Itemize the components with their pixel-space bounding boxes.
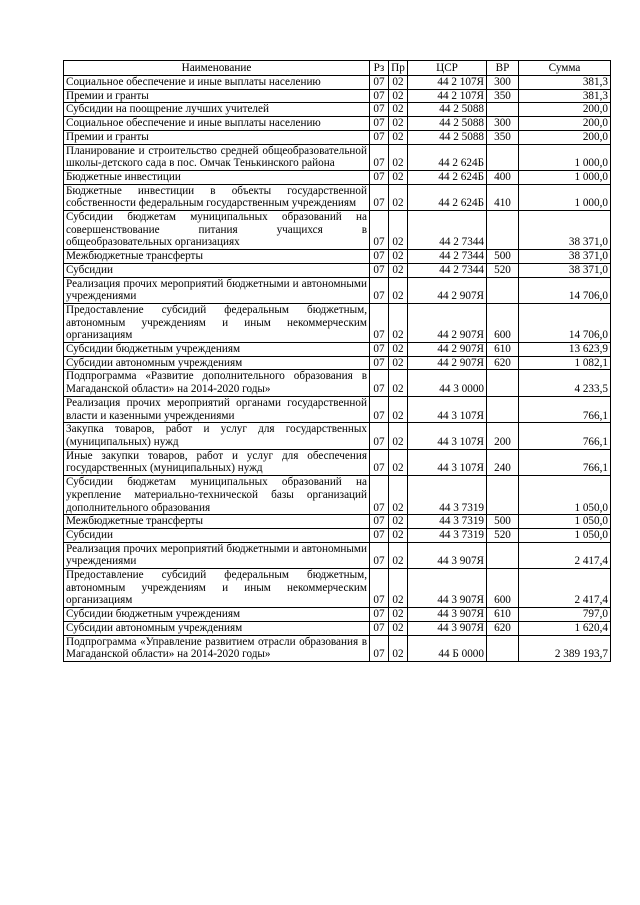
- cell-csr: 44 2 624Б: [408, 184, 487, 210]
- cell-name: Субсидии автономным учреждениям: [64, 356, 370, 370]
- cell-rz: 07: [370, 621, 389, 635]
- table-row: [64, 184, 611, 210]
- cell-sum: 14 706,0: [519, 303, 611, 342]
- table-row: [64, 263, 611, 277]
- cell-csr: 44 2 7344: [408, 250, 487, 264]
- table-row: [64, 542, 611, 568]
- cell-csr: 44 3 107Я: [408, 396, 487, 422]
- cell-rz: 07: [370, 250, 389, 264]
- cell-name: Субсидии бюджетным учреждениям: [64, 343, 370, 357]
- table-row: [64, 277, 611, 303]
- cell-rz: 07: [370, 608, 389, 622]
- cell-vr: 520: [487, 263, 519, 277]
- cell-vr: [487, 144, 519, 170]
- cell-vr: [487, 476, 519, 515]
- cell-sum: 766,1: [519, 449, 611, 475]
- cell-pr: 02: [389, 89, 408, 103]
- cell-name: Субсидии бюджетам муниципальных образований на укрепление материально-технической базы организаций дополнительного образования: [64, 476, 370, 515]
- cell-name: Бюджетные инвестиции в объекты государственной собственности федеральным государственным учреждениям: [64, 184, 370, 210]
- cell-name: Премии и гранты: [64, 89, 370, 103]
- cell-rz: 07: [370, 423, 389, 449]
- cell-sum: 797,0: [519, 608, 611, 622]
- cell-csr: 44 3 907Я: [408, 621, 487, 635]
- cell-csr: 44 3 907Я: [408, 608, 487, 622]
- cell-name: Подпрограмма «Управление развитием отрасли образования в Магаданской области» на 2014-2020 годы»: [64, 635, 370, 661]
- cell-name: Закупка товаров, работ и услуг для государственных (муниципальных) нужд: [64, 423, 370, 449]
- cell-rz: 07: [370, 303, 389, 342]
- header-csr: ЦСР: [408, 61, 487, 76]
- cell-pr: 02: [389, 263, 408, 277]
- cell-rz: 07: [370, 130, 389, 144]
- cell-csr: 44 2 624Б: [408, 170, 487, 184]
- cell-sum: 2 389 193,7: [519, 635, 611, 661]
- table-row: [64, 608, 611, 622]
- cell-csr: 44 3 107Я: [408, 449, 487, 475]
- header-vr: ВР: [487, 61, 519, 76]
- cell-rz: 07: [370, 449, 389, 475]
- cell-pr: 02: [389, 542, 408, 568]
- table-row: [64, 76, 611, 90]
- cell-pr: 02: [389, 476, 408, 515]
- cell-rz: 07: [370, 528, 389, 542]
- cell-name: Субсидии: [64, 528, 370, 542]
- cell-name: Межбюджетные трансферты: [64, 250, 370, 264]
- cell-csr: 44 2 7344: [408, 263, 487, 277]
- cell-rz: 07: [370, 117, 389, 131]
- cell-rz: 07: [370, 356, 389, 370]
- cell-name: Предоставление субсидий федеральным бюджетным, автономным учреждениям и иным некоммерческим организациям: [64, 569, 370, 608]
- table-row: [64, 515, 611, 529]
- cell-sum: 2 417,4: [519, 542, 611, 568]
- cell-vr: 350: [487, 89, 519, 103]
- cell-name: Социальное обеспечение и иные выплаты населению: [64, 76, 370, 90]
- cell-sum: 200,0: [519, 103, 611, 117]
- cell-vr: 350: [487, 130, 519, 144]
- cell-pr: 02: [389, 250, 408, 264]
- cell-sum: 38 371,0: [519, 250, 611, 264]
- table-row: [64, 250, 611, 264]
- cell-rz: 07: [370, 170, 389, 184]
- cell-name: Планирование и строительство средней общеобразовательной школы-детского сада в пос. Омчак Тенькинского района: [64, 144, 370, 170]
- cell-vr: 300: [487, 76, 519, 90]
- cell-name: Реализация прочих мероприятий органами государственной власти и казенными учреждениями: [64, 396, 370, 422]
- cell-pr: 02: [389, 515, 408, 529]
- cell-vr: [487, 277, 519, 303]
- cell-rz: 07: [370, 542, 389, 568]
- cell-sum: 1 082,1: [519, 356, 611, 370]
- cell-csr: 44 2 5088: [408, 117, 487, 131]
- header-sum: Сумма: [519, 61, 611, 76]
- table-row: [64, 103, 611, 117]
- cell-pr: 02: [389, 103, 408, 117]
- cell-pr: 02: [389, 396, 408, 422]
- cell-vr: 600: [487, 569, 519, 608]
- table-row: [64, 170, 611, 184]
- cell-pr: 02: [389, 184, 408, 210]
- cell-csr: 44 2 107Я: [408, 76, 487, 90]
- cell-pr: 02: [389, 144, 408, 170]
- table-row: [64, 130, 611, 144]
- table-row: [64, 635, 611, 661]
- cell-sum: 1 000,0: [519, 184, 611, 210]
- cell-rz: 07: [370, 263, 389, 277]
- cell-csr: 44 3 907Я: [408, 542, 487, 568]
- cell-pr: 02: [389, 635, 408, 661]
- cell-vr: 200: [487, 423, 519, 449]
- table-row: [64, 396, 611, 422]
- cell-vr: 620: [487, 621, 519, 635]
- cell-name: Межбюджетные трансферты: [64, 515, 370, 529]
- cell-vr: 520: [487, 528, 519, 542]
- cell-name: Субсидии автономным учреждениям: [64, 621, 370, 635]
- header-pr: Пр: [389, 61, 408, 76]
- cell-sum: 38 371,0: [519, 263, 611, 277]
- cell-name: Социальное обеспечение и иные выплаты населению: [64, 117, 370, 131]
- table-row: [64, 343, 611, 357]
- cell-name: Предоставление субсидий федеральным бюджетным, автономным учреждениям и иным некоммерческим организациям: [64, 303, 370, 342]
- cell-csr: 44 2 907Я: [408, 277, 487, 303]
- cell-vr: [487, 211, 519, 250]
- table-row: [64, 569, 611, 608]
- cell-pr: 02: [389, 449, 408, 475]
- cell-sum: 381,3: [519, 89, 611, 103]
- table-row: [64, 144, 611, 170]
- cell-vr: [487, 542, 519, 568]
- cell-csr: 44 3 7319: [408, 528, 487, 542]
- cell-vr: 610: [487, 343, 519, 357]
- cell-pr: 02: [389, 130, 408, 144]
- cell-sum: 200,0: [519, 117, 611, 131]
- cell-csr: 44 2 907Я: [408, 356, 487, 370]
- table-row: [64, 117, 611, 131]
- cell-pr: 02: [389, 608, 408, 622]
- cell-vr: [487, 103, 519, 117]
- cell-name: Реализация прочих мероприятий бюджетными и автономными учреждениями: [64, 277, 370, 303]
- cell-sum: 1 000,0: [519, 144, 611, 170]
- cell-name: Иные закупки товаров, работ и услуг для обеспечения государственных (муниципальных) нужд: [64, 449, 370, 475]
- cell-pr: 02: [389, 170, 408, 184]
- cell-pr: 02: [389, 621, 408, 635]
- cell-sum: 38 371,0: [519, 211, 611, 250]
- cell-rz: 07: [370, 211, 389, 250]
- cell-sum: 200,0: [519, 130, 611, 144]
- cell-sum: 1 050,0: [519, 515, 611, 529]
- cell-sum: 381,3: [519, 76, 611, 90]
- cell-rz: 07: [370, 184, 389, 210]
- cell-pr: 02: [389, 211, 408, 250]
- cell-csr: 44 Б 0000: [408, 635, 487, 661]
- cell-name: Премии и гранты: [64, 130, 370, 144]
- cell-name: Подпрограмма «Развитие дополнительного образования в Магаданской области» на 2014-2020 годы»: [64, 370, 370, 396]
- cell-vr: [487, 370, 519, 396]
- cell-rz: 07: [370, 370, 389, 396]
- cell-vr: 500: [487, 515, 519, 529]
- cell-csr: 44 3 7319: [408, 515, 487, 529]
- cell-sum: 766,1: [519, 423, 611, 449]
- cell-vr: 400: [487, 170, 519, 184]
- cell-rz: 07: [370, 396, 389, 422]
- table-row: [64, 621, 611, 635]
- table-row: [64, 356, 611, 370]
- table-row: [64, 89, 611, 103]
- cell-name: Реализация прочих мероприятий бюджетными и автономными учреждениями: [64, 542, 370, 568]
- cell-sum: 1 620,4: [519, 621, 611, 635]
- cell-csr: 44 3 0000: [408, 370, 487, 396]
- cell-csr: 44 2 107Я: [408, 89, 487, 103]
- cell-rz: 07: [370, 476, 389, 515]
- cell-rz: 07: [370, 343, 389, 357]
- cell-csr: 44 2 7344: [408, 211, 487, 250]
- table-row: [64, 303, 611, 342]
- table-row: [64, 370, 611, 396]
- cell-name: Субсидии: [64, 263, 370, 277]
- cell-csr: 44 2 5088: [408, 130, 487, 144]
- cell-sum: 766,1: [519, 396, 611, 422]
- cell-rz: 07: [370, 103, 389, 117]
- cell-pr: 02: [389, 569, 408, 608]
- cell-pr: 02: [389, 343, 408, 357]
- cell-csr: 44 2 624Б: [408, 144, 487, 170]
- cell-sum: 4 233,5: [519, 370, 611, 396]
- cell-vr: 610: [487, 608, 519, 622]
- cell-sum: 1 050,0: [519, 476, 611, 515]
- cell-pr: 02: [389, 303, 408, 342]
- cell-csr: 44 3 107Я: [408, 423, 487, 449]
- cell-sum: 1 000,0: [519, 170, 611, 184]
- cell-vr: 600: [487, 303, 519, 342]
- cell-name: Субсидии на поощрение лучших учителей: [64, 103, 370, 117]
- cell-rz: 07: [370, 277, 389, 303]
- cell-pr: 02: [389, 277, 408, 303]
- cell-csr: 44 2 907Я: [408, 303, 487, 342]
- table-row: [64, 211, 611, 250]
- cell-rz: 07: [370, 515, 389, 529]
- cell-csr: 44 3 7319: [408, 476, 487, 515]
- cell-rz: 07: [370, 569, 389, 608]
- cell-rz: 07: [370, 635, 389, 661]
- cell-vr: 300: [487, 117, 519, 131]
- table-body: [64, 76, 611, 662]
- table-row: [64, 449, 611, 475]
- budget-table: [63, 60, 611, 662]
- table-header-row: [64, 61, 611, 76]
- cell-sum: 14 706,0: [519, 277, 611, 303]
- cell-name: Субсидии бюджетам муниципальных образований на совершенствование питания учащихся в общеобразовательных организациях: [64, 211, 370, 250]
- cell-name: Бюджетные инвестиции: [64, 170, 370, 184]
- cell-sum: 1 050,0: [519, 528, 611, 542]
- table-row: [64, 423, 611, 449]
- cell-vr: 410: [487, 184, 519, 210]
- cell-pr: 02: [389, 117, 408, 131]
- cell-pr: 02: [389, 423, 408, 449]
- cell-rz: 07: [370, 76, 389, 90]
- table-row: [64, 476, 611, 515]
- table-row: [64, 528, 611, 542]
- cell-vr: [487, 396, 519, 422]
- cell-vr: 620: [487, 356, 519, 370]
- cell-pr: 02: [389, 370, 408, 396]
- cell-csr: 44 2 907Я: [408, 343, 487, 357]
- cell-rz: 07: [370, 144, 389, 170]
- cell-name: Субсидии бюджетным учреждениям: [64, 608, 370, 622]
- header-rz: Рз: [370, 61, 389, 76]
- cell-csr: 44 3 907Я: [408, 569, 487, 608]
- cell-pr: 02: [389, 76, 408, 90]
- cell-sum: 2 417,4: [519, 569, 611, 608]
- cell-pr: 02: [389, 528, 408, 542]
- cell-vr: 240: [487, 449, 519, 475]
- cell-vr: 500: [487, 250, 519, 264]
- header-name: Наименование: [64, 61, 370, 76]
- cell-pr: 02: [389, 356, 408, 370]
- cell-rz: 07: [370, 89, 389, 103]
- cell-csr: 44 2 5088: [408, 103, 487, 117]
- cell-vr: [487, 635, 519, 661]
- cell-sum: 13 623,9: [519, 343, 611, 357]
